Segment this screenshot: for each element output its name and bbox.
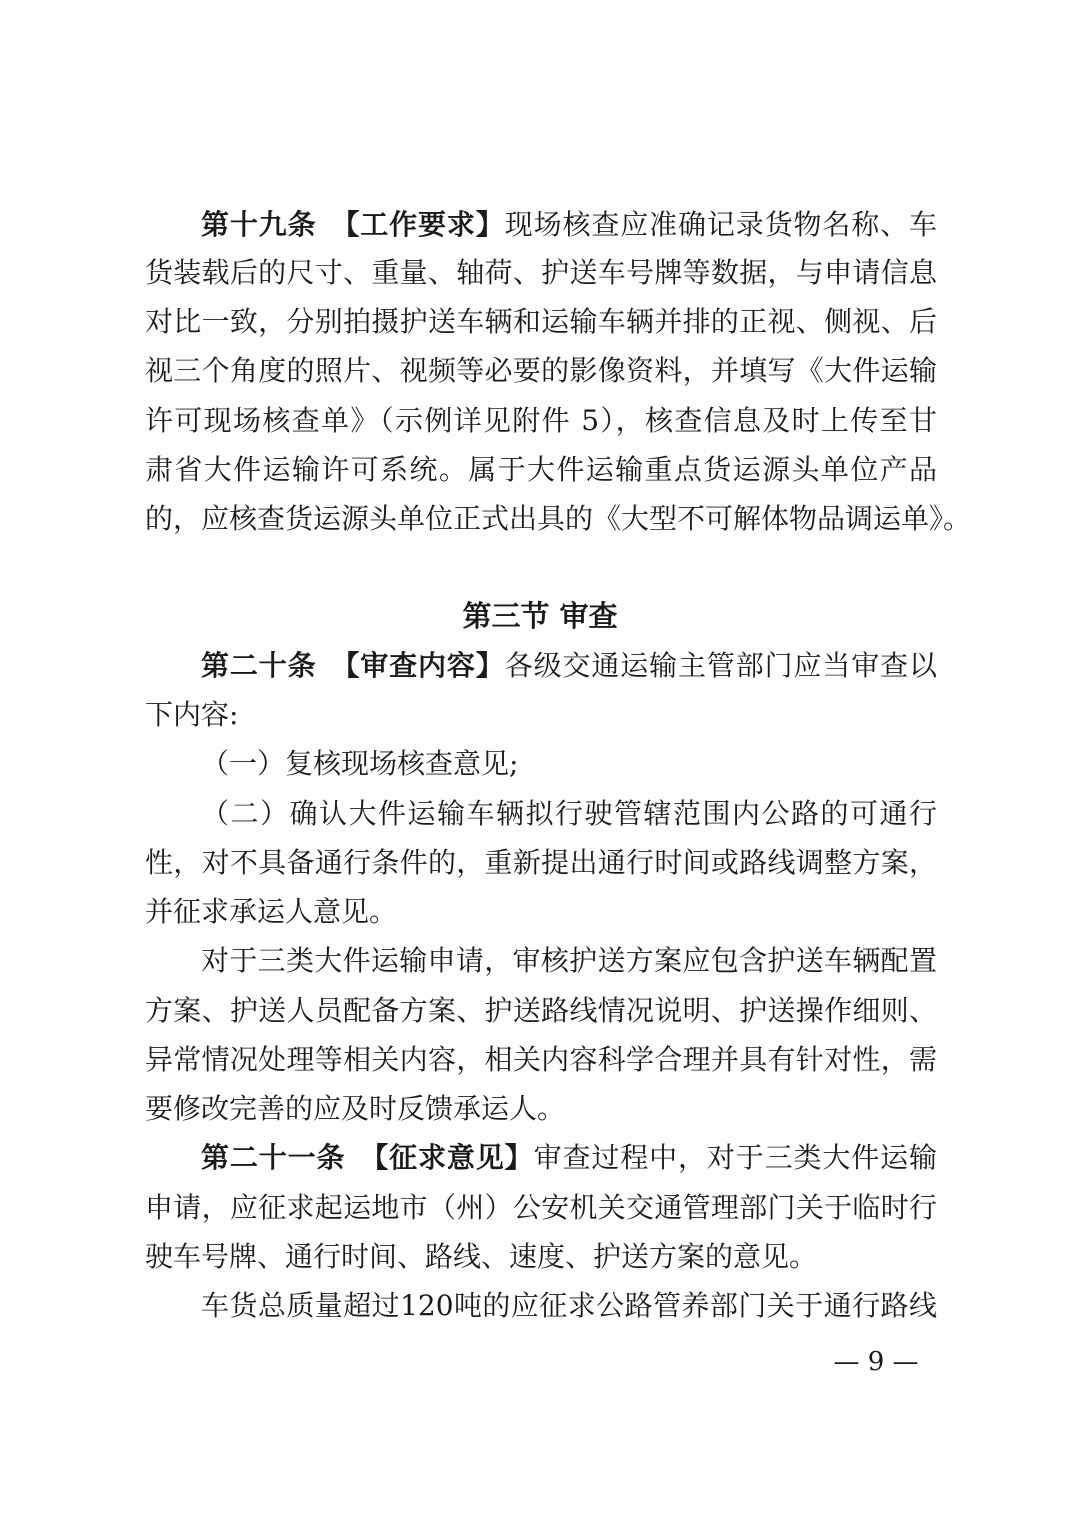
page-number: — 9 — — [833, 1347, 919, 1377]
article-20-para-line-4: 要修改完善的应及时反馈承运人。 — [145, 1092, 566, 1125]
article-19-line-5: 许可现场核查单》（示例详见附件 5），核查信息及时上传至甘 — [145, 404, 937, 437]
article-19-text-1: 现场核查应准确记录货物名称、车 — [504, 208, 937, 241]
article-20-line-1 — [201, 646, 937, 686]
article-19-line-7: 的，应核查货运源头单位正式出具的《大型不可解体物品调运单》。 — [145, 502, 972, 535]
article-20-item-1: （一）复核现场核查意见; — [201, 747, 519, 780]
article-21-line-2: 申请，应征求起运地市（州）公安机关交通管理部门关于临时行 — [145, 1191, 937, 1224]
article-21-tag: 【征求意见】 — [374, 1141, 534, 1174]
article-20-para-line-3: 异常情况处理等相关内容，相关内容科学合理并具有针对性，需 — [145, 1043, 937, 1076]
article-21-text-1: 审查过程中，对于三类大件运输 — [533, 1141, 937, 1174]
article-19-heading: 第十九条 — [201, 208, 317, 241]
article-20-heading: 第二十条 — [201, 649, 317, 682]
article-20-para-line-1: 对于三类大件运输申请，审核护送方案应包含护送车辆配置 — [201, 944, 937, 977]
article-20-item-2-line-3: 并征求承运人意见。 — [145, 895, 398, 928]
article-21-line-1 — [201, 1138, 937, 1178]
article-21-heading: 第二十一条 — [201, 1141, 346, 1174]
article-19-line-6: 肃省大件运输许可系统。属于大件运输重点货运源头单位产品 — [145, 453, 937, 486]
article-20-text-1: 各级交通运输主管部门应当审查以 — [504, 649, 937, 682]
article-20-tag: 【审查内容】 — [345, 649, 505, 682]
section-title: 第三节 审查 — [462, 599, 618, 633]
article-19-line-3: 对比一致，分别拍摄护送车辆和运输车辆并排的正视、侧视、后 — [145, 305, 937, 338]
article-19-line-1 — [201, 205, 937, 245]
article-19-tag: 【工作要求】 — [345, 208, 505, 241]
article-20-item-2-line-1: （二）确认大件运输车辆拟行驶管辖范围内公路的可通行 — [201, 797, 937, 830]
article-21-para-line-1: 车货总质量超过120吨的应征求公路管养部门关于通行路线 — [201, 1289, 937, 1322]
article-21-line-3: 驶车号牌、通行时间、路线、速度、护送方案的意见。 — [145, 1240, 818, 1273]
article-20-line-2: 下内容: — [145, 698, 239, 731]
article-20-item-2-line-2: 性，对不具备通行条件的，重新提出通行时间或路线调整方案， — [145, 846, 937, 879]
article-19-line-2: 货装载后的尺寸、重量、轴荷、护送车号牌等数据，与申请信息 — [145, 256, 937, 289]
article-20-para-line-2: 方案、护送人员配备方案、护送路线情况说明、护送操作细则、 — [145, 994, 937, 1027]
article-19-line-4: 视三个角度的照片、视频等必要的影像资料，并填写《大件运输 — [145, 354, 937, 387]
